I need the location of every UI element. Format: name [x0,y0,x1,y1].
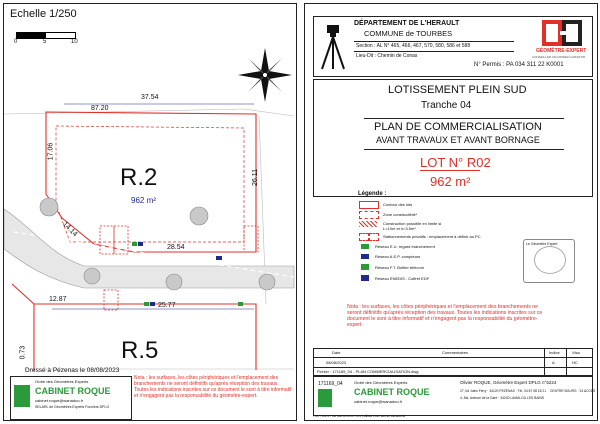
left-email: cabinet.roque@wanadoo.fr [35,398,84,403]
legend-title: Légende : [358,191,387,197]
logo-name: GÉOMÈTRE-EXPERT [536,48,587,54]
lot-number: LOT N° R02 [420,155,491,170]
project-name: LOTISSEMENT PLEIN SUD [388,84,527,96]
dim-corner: 0.73 [19,345,27,360]
logo-sub: CONSEILLER VALORISER GARANTIR [532,55,586,59]
cabinet-logo-icon [14,385,30,407]
footer-addr1: 27, bd Jules Ferry · 34120 PEZENAS · Tél. 04 67 98 18 21 [460,389,547,393]
lot-area: 962 m² [430,174,471,189]
legend-item-5: Réseau A.E.P. compteurs [375,254,421,259]
plan-subtitle: AVANT TRAVAUX ET AVANT BORNAGE [376,135,540,145]
col-visa: Visa [572,350,580,355]
lieu-dit: Lieu-Dit : Chemin de Conas [356,53,418,59]
surveyor-tripod-icon [318,23,348,71]
tranche: Tranche 04 [421,100,472,111]
legend-ft-icon [361,264,369,270]
right-footer [313,376,596,416]
footer-bottom: TOUT DROIT DE REPRODUCTION (MÊME PARTIELLE) RÉSERVÉ [313,414,406,418]
footer-right: CENTRE BOURG · 24 ACCES [550,389,596,393]
expert-stamp [523,239,575,283]
stamp-seal-icon [534,246,566,274]
title-block-panel [304,3,598,421]
dim-top: 37.54 [141,94,159,101]
legend-item-6: Réseau F.T. Boîtier télécom [375,265,424,270]
footer-addr2: 4, Bis, Avenue de la Gare · 34240 LAMALOU LES BAINS [460,396,545,400]
legend-parking2-icon [369,233,379,241]
scale-tick-10: 10 [71,39,78,45]
dim-diag: 14.14 [61,220,79,239]
project-box [313,79,593,197]
plan-title: PLAN DE COMMERCIALISATION [374,121,542,133]
row-indice: A [552,360,555,365]
left-small: SELARL de Géomètres Experts Fonciers DPLG [35,405,110,409]
department: DÉPARTEMENT DE L'HERAULT [354,20,460,27]
table-vline-2 [566,349,567,375]
legend-aep-icon [361,254,369,259]
left-footer-stamp [10,376,132,420]
section: Section : AL N° 465, 466, 467, 570, 580, 586 et 588 [356,43,471,49]
left-notes: Nota : les surfaces, les côtes périphériques et l'emplacement des branchements ne seront définitifs qu'après réception des travaux. Toutes les indications inscrites sur ce document le sont à titre informatif et n'engagent pas la responsabilité du géomètre-expert. [134,375,292,399]
dim-top-inner: 87.20 [91,105,109,112]
legend-item-1: Zone constructible* [383,212,418,217]
row-date: 08/08/2023 [326,360,347,365]
dim-left-side: 17.06 [47,142,55,161]
legend-eu-icon [361,244,369,249]
fichier: Fichier : 171169_04 - PLAN COMMERCIALISATION.dwg [317,369,419,374]
right-email: cabinet.roque@wanadoo.fr [354,399,403,404]
legend-enedis-icon [361,275,369,281]
dim-bottom: 25.77 [158,302,176,309]
table-vline-1 [544,349,545,375]
left-brand: CABINET ROQUE [35,386,111,396]
geometre-expert-logo-icon [542,20,582,46]
legend-item-2: Construction possible en limite si L=10m et h=3.5m* [383,221,442,231]
dim-bottom-left: 12.87 [49,296,67,303]
site-plan-panel [3,3,297,421]
dim-right-side: 26.11 [252,169,259,186]
right-brand: CABINET ROQUE [354,387,430,397]
plan-title-box [364,118,564,150]
legend-lot-contour-icon [359,201,379,209]
scale-tick-0: 0 [14,39,18,45]
legend-area [313,191,591,295]
legend-item-7: Réseau ENEDIS : Coffret EDF [375,276,430,281]
revision-header-row [314,349,592,358]
legend-item-3: Stationnements privatifs : emplacement à définir au PC [383,234,481,239]
right-order-text: Ordre des Géomètres Experts [354,380,408,385]
lot-number-underline [420,170,480,171]
header-box [313,16,593,77]
stamp-title: Le Géomètre Expert [526,242,558,246]
commune: COMMUNE de TOURBES [364,29,453,38]
ref-number: 171169_04 [318,381,343,387]
cabinet-logo-icon-right [318,389,332,407]
footer-owner: Olivier ROQUE, Géomètre Expert DPLG n°5224 [460,380,557,385]
row-divider [314,367,592,368]
lot-main-area: 962 m² [131,196,156,205]
revision-table [313,348,593,376]
dim-bottom-inner: 28.54 [167,244,185,251]
legend-limit-icon [359,221,377,227]
lot-main-label: R.2 [120,164,158,191]
drawn-at: Dressé à Pézenas le 08/08/2023 [25,367,120,374]
permis: N° Permis : PA 034 311 22 K0001 [474,62,564,68]
legend-parking-icon [359,233,369,241]
col-comments: Commentaires [442,350,469,355]
legend-item-0: Contour des lots [383,202,413,207]
col-indice: Indice [549,350,560,355]
legend-item-4: Réseau E.U. regard branchement [375,244,435,249]
scale-tick-5: 5 [43,39,47,45]
row-visa: HC [572,360,578,365]
legend-buildable-icon [359,211,379,219]
col-date: Date [332,350,341,355]
lot-south-label: R.5 [121,337,159,364]
right-notes: Nota : les surfaces, les côtes périphériques et l'emplacement des branchements ne seront définitifs qu'après réception des travaux. Toutes les indications inscrites sur ce document le sont à titre informatif et n'engagent pas la responsabilité du géomètre-expert. [347,304,543,328]
scale-title: Echelle 1/250 [10,8,77,20]
section-row [354,41,514,52]
left-order-text: Ordre des Géomètres Experts [35,379,89,384]
